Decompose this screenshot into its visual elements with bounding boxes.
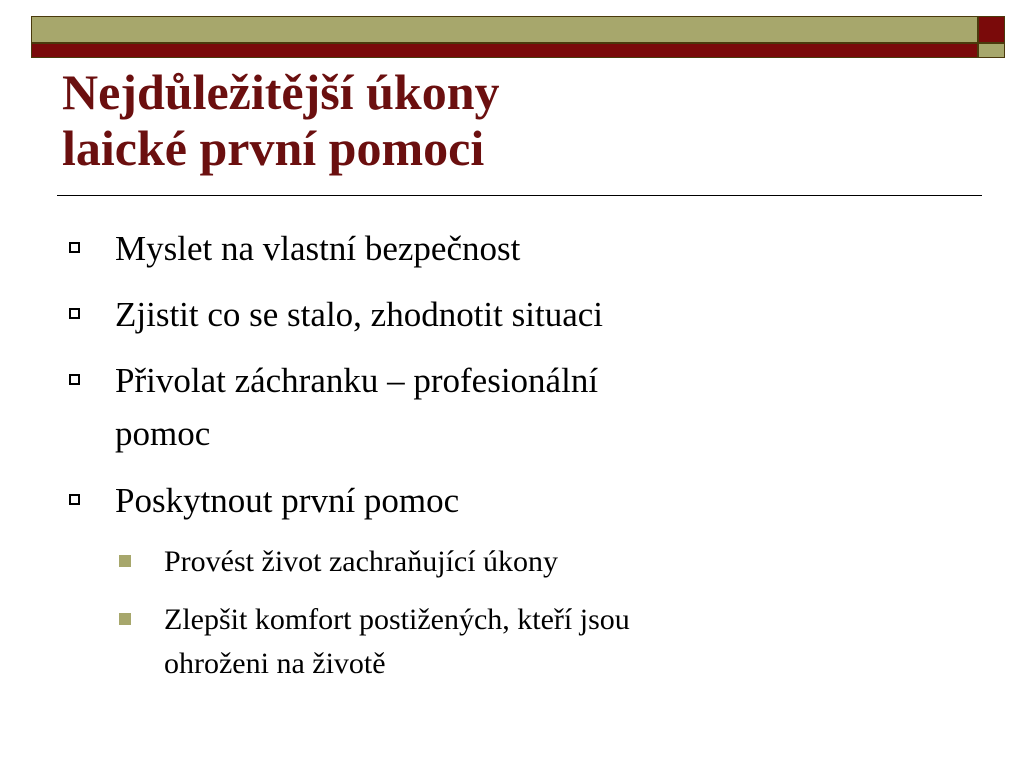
sub-bullet-line: ohroženi na životě — [164, 647, 386, 680]
bullet-text — [115, 354, 762, 460]
bullet-line: Poskytnout první pomoc — [115, 481, 460, 520]
slide-title-line-2: laické první pomoci — [62, 120, 485, 176]
bullet-text — [115, 222, 762, 275]
header-square-maroon — [978, 16, 1005, 43]
sub-bullet-line: Zlepšit komfort postižených, kteří jsou — [164, 603, 630, 636]
header-bar-maroon — [31, 43, 978, 58]
title-divider — [57, 195, 982, 196]
filled-square-bullet-icon — [119, 613, 131, 625]
bullet-line: Přivolat záchranku – profesionální — [115, 361, 599, 400]
slide-title — [62, 64, 500, 176]
bullet-item — [62, 222, 762, 275]
hollow-square-bullet-icon — [69, 242, 80, 253]
sub-bullet-line: Provést život zachraňující úkony — [164, 545, 559, 578]
bullet-line: pomoc — [115, 414, 211, 453]
bullet-item — [62, 354, 762, 460]
sub-bullet-text — [164, 540, 815, 584]
sub-bullet-text — [164, 598, 815, 686]
bullet-text — [115, 288, 762, 341]
filled-square-bullet-icon — [119, 555, 131, 567]
hollow-square-bullet-icon — [69, 494, 80, 505]
sub-bullet-item — [115, 598, 815, 686]
sub-bullet-item — [115, 540, 815, 584]
hollow-square-bullet-icon — [69, 374, 80, 385]
header-square-olive — [978, 43, 1005, 58]
bullet-text — [115, 474, 762, 527]
bullet-line: Myslet na vlastní bezpečnost — [115, 229, 521, 268]
header-bar-olive — [31, 16, 978, 43]
hollow-square-bullet-icon — [69, 308, 80, 319]
slide-title-line-1: Nejdůležitější úkony — [62, 64, 500, 120]
bullet-line: Zjistit co se stalo, zhodnotit situaci — [115, 295, 603, 334]
bullet-item — [62, 474, 762, 527]
bullet-item — [62, 288, 762, 341]
